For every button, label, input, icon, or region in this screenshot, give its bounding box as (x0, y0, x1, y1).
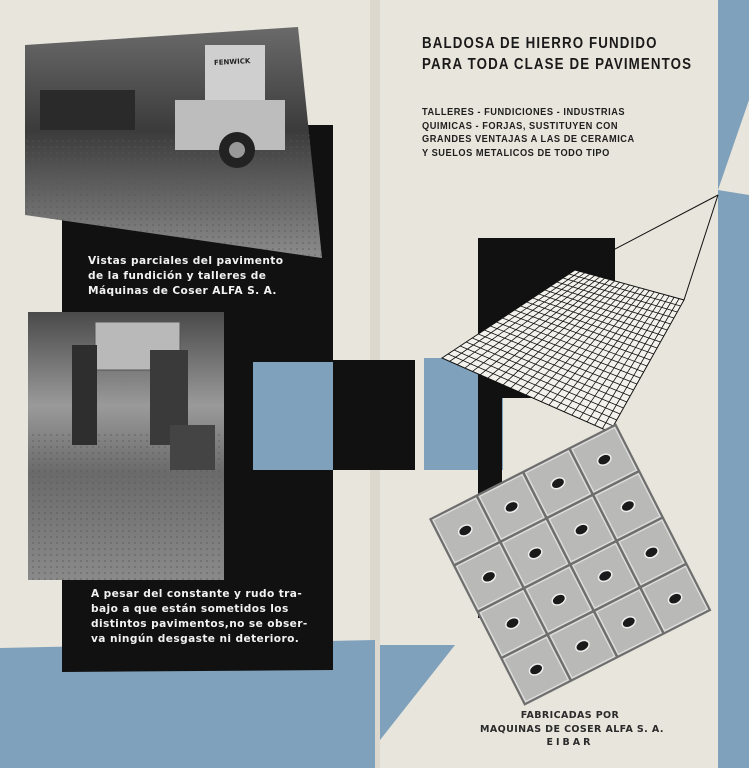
caption-line: Máquinas de Coser ALFA S. A. (88, 285, 277, 297)
subheadline-line: TALLERES - FUNDICIONES - INDUSTRIAS (422, 106, 626, 118)
caption-line: bajo a que están sometidos los (91, 603, 289, 615)
headline (422, 33, 692, 75)
headline-line-1: BALDOSA DE HIERRO FUNDIDO (422, 35, 658, 52)
caption-bottom (91, 587, 308, 647)
caption-line: A pesar del constante y rudo tra- (91, 588, 303, 600)
caption-line: de la fundición y talleres de (88, 270, 267, 282)
footer-line-1: FABRICADAS POR (520, 710, 620, 721)
photo-workshop (28, 312, 224, 580)
grid-line (575, 195, 718, 270)
subheadline-line: Y SUELOS METALICOS DE TODO TIPO (422, 146, 610, 159)
footer-line-2: MAQUINAS DE COSER ALFA S. A. (480, 723, 664, 735)
caption-line: va ningún desgaste ni deterioro. (91, 633, 300, 645)
caption-top (88, 254, 283, 299)
blue-square-left (253, 362, 333, 470)
headline-line-2: PARA TODA CLASE DE PAVIMENTOS (422, 56, 693, 73)
caption-line: Vistas parciales del pavimento (88, 255, 284, 267)
grid-line (684, 195, 718, 300)
footer-manufacturer (480, 709, 664, 750)
subheadline-line: QUIMICAS - FORJAS, SUSTITUYEN CON (422, 119, 619, 132)
forklift-brand-text: FENWICK (213, 57, 251, 67)
footer-city: EIBAR (546, 737, 594, 748)
blue-triangle-bottom (380, 645, 455, 740)
subheadline-line: GRANDES VENTAJAS A LAS DE CERAMICA (422, 133, 635, 145)
black-block-center (333, 360, 415, 470)
subheadline (422, 106, 635, 160)
caption-line: distintos pavimentos,no se obser- (91, 618, 308, 630)
